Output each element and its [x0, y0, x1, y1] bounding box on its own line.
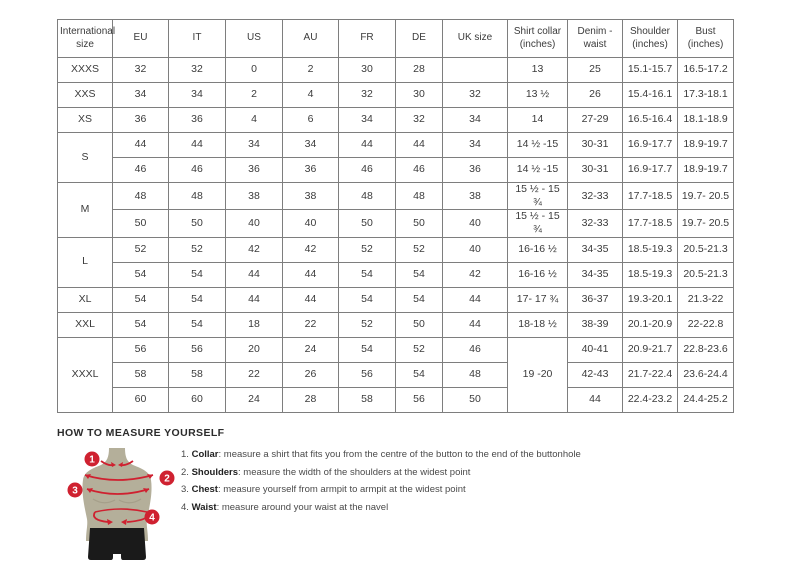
table-cell: 14 ½ -15 — [508, 133, 568, 158]
header-row — [58, 20, 734, 58]
table-cell: 4 — [226, 108, 283, 133]
table-cell: 20.5-21.3 — [678, 262, 734, 287]
badge-2-icon — [160, 471, 175, 486]
instruction-number: 4. — [181, 501, 189, 513]
table-cell: 44 — [169, 133, 226, 158]
instruction-text: : measure a shirt that fits you from the centre of the button to the end of the buttonhole — [218, 449, 581, 460]
table-cell: 56 — [396, 387, 443, 412]
instruction-label: Collar — [191, 449, 219, 460]
table-cell: 38-39 — [568, 312, 623, 337]
table-cell: 30-31 — [568, 133, 623, 158]
instruction-text: : measure around your waist at the navel — [216, 501, 389, 513]
table-cell: 36 — [283, 158, 339, 183]
table-cell: 36 — [169, 108, 226, 133]
table-cell: 34-35 — [568, 237, 623, 262]
table-cell: 54 — [339, 337, 396, 362]
table-cell: 4 — [283, 83, 339, 108]
size-label-cell: L — [58, 237, 113, 287]
table-cell: 54 — [396, 362, 443, 387]
table-cell: 48 — [113, 183, 169, 210]
col-header-international-size: International size — [58, 20, 113, 58]
table-cell: 22-22.8 — [678, 312, 734, 337]
table-cell: 34-35 — [568, 262, 623, 287]
table-row — [58, 337, 734, 362]
instruction-label: Shoulders — [191, 466, 239, 478]
how-to-measure-section — [57, 427, 747, 565]
table-cell: 42-43 — [568, 362, 623, 387]
table-cell: 18.9-19.7 — [678, 158, 734, 183]
size-label-cell: XXXL — [58, 337, 113, 412]
table-cell: 44 — [568, 387, 623, 412]
table-cell: 38 — [226, 183, 283, 210]
table-cell: 44 — [113, 133, 169, 158]
table-cell: 44 — [443, 287, 508, 312]
table-cell: 40 — [443, 210, 508, 237]
table-cell: 38 — [443, 183, 508, 210]
table-cell: 18.9-19.7 — [678, 133, 734, 158]
table-cell: 32 — [339, 83, 396, 108]
table-cell: 52 — [113, 237, 169, 262]
table-cell: 21.3-22 — [678, 287, 734, 312]
badge-4-icon — [145, 510, 160, 525]
size-label-cell: M — [58, 183, 113, 238]
svg-text:1: 1 — [89, 454, 95, 466]
table-row — [58, 387, 734, 412]
svg-text:4: 4 — [149, 512, 155, 524]
table-cell: 40 — [283, 210, 339, 237]
table-cell: 56 — [169, 337, 226, 362]
table-cell: 16.5-17.2 — [678, 58, 734, 83]
table-cell: 50 — [339, 210, 396, 237]
size-label-cell: XXS — [58, 83, 113, 108]
size-label-cell: S — [58, 133, 113, 183]
instruction-chest — [181, 484, 581, 495]
table-cell: 40-41 — [568, 337, 623, 362]
table-cell: 46 — [113, 158, 169, 183]
table-cell: 42 — [283, 237, 339, 262]
table-cell: 20 — [226, 337, 283, 362]
table-cell: 19.7- 20.5 — [678, 210, 734, 237]
table-cell: 19.7- 20.5 — [678, 183, 734, 210]
table-cell: 6 — [283, 108, 339, 133]
table-cell: 40 — [226, 210, 283, 237]
table-cell: 16-16 ½ — [508, 262, 568, 287]
table-cell: 48 — [169, 183, 226, 210]
measure-instructions-list — [181, 447, 581, 519]
table-cell: 50 — [443, 387, 508, 412]
table-row — [58, 58, 734, 83]
table-cell: 30-31 — [568, 158, 623, 183]
table-cell: 24.4-25.2 — [678, 387, 734, 412]
table-cell: 16-16 ½ — [508, 237, 568, 262]
svg-text:2: 2 — [164, 473, 170, 485]
table-cell: 21.7-22.4 — [623, 362, 678, 387]
table-row — [58, 83, 734, 108]
table-cell: 2 — [226, 83, 283, 108]
instruction-waist — [181, 502, 581, 513]
table-cell: 15 ½ - 15 ¾ — [508, 183, 568, 210]
col-header-shoulder: Shoulder (inches) — [623, 20, 678, 58]
table-cell: 44 — [283, 262, 339, 287]
table-cell: 44 — [396, 133, 443, 158]
table-cell: 34 — [283, 133, 339, 158]
table-cell-merged-collar: 19 -20 — [508, 337, 568, 412]
table-cell: 34 — [339, 108, 396, 133]
table-cell: 40 — [443, 237, 508, 262]
size-label-cell: XXL — [58, 312, 113, 337]
table-cell: 52 — [339, 237, 396, 262]
instruction-collar — [181, 449, 581, 460]
table-cell: 34 — [169, 83, 226, 108]
table-cell: 50 — [113, 210, 169, 237]
table-cell: 2 — [283, 58, 339, 83]
size-label-cell: XS — [58, 108, 113, 133]
table-cell: 52 — [396, 337, 443, 362]
table-cell: 16.5-16.4 — [623, 108, 678, 133]
table-cell: 50 — [169, 210, 226, 237]
table-cell: 20.5-21.3 — [678, 237, 734, 262]
table-cell: 25 — [568, 58, 623, 83]
table-cell: 54 — [396, 287, 443, 312]
measurement-figure — [57, 447, 177, 565]
table-row — [58, 210, 734, 237]
table-cell: 44 — [339, 133, 396, 158]
table-cell: 26 — [283, 362, 339, 387]
table-cell: 36 — [113, 108, 169, 133]
instruction-text: : measure yourself from armpit to armpit at the widest point — [217, 484, 466, 495]
table-cell: 54 — [169, 287, 226, 312]
table-cell: 56 — [113, 337, 169, 362]
table-cell: 54 — [339, 262, 396, 287]
table-cell: 58 — [339, 387, 396, 412]
table-cell: 18-18 ½ — [508, 312, 568, 337]
table-cell: 15 ½ - 15 ¾ — [508, 210, 568, 237]
table-cell: 0 — [226, 58, 283, 83]
col-header-eu: EU — [113, 20, 169, 58]
instruction-number: 1. — [181, 449, 189, 460]
table-cell: 20.1-20.9 — [623, 312, 678, 337]
table-cell: 44 — [283, 287, 339, 312]
table-cell: 16.9-17.7 — [623, 158, 678, 183]
table-cell: 18.1-18.9 — [678, 108, 734, 133]
table-cell — [443, 58, 508, 83]
table-cell: 42 — [226, 237, 283, 262]
table-cell: 24 — [226, 387, 283, 412]
table-cell: 14 — [508, 108, 568, 133]
table-cell: 15.4-16.1 — [623, 83, 678, 108]
table-cell: 16.9-17.7 — [623, 133, 678, 158]
table-cell: 22 — [283, 312, 339, 337]
table-cell: 48 — [396, 183, 443, 210]
table-cell: 48 — [339, 183, 396, 210]
table-cell: 36-37 — [568, 287, 623, 312]
table-cell: 38 — [283, 183, 339, 210]
table-cell: 26 — [568, 83, 623, 108]
table-cell: 30 — [396, 83, 443, 108]
table-row — [58, 183, 734, 210]
table-cell: 17.7-18.5 — [623, 210, 678, 237]
size-chart-table — [57, 19, 734, 413]
table-row — [58, 262, 734, 287]
table-cell: 36 — [443, 158, 508, 183]
table-cell: 19.3-20.1 — [623, 287, 678, 312]
table-cell: 22 — [226, 362, 283, 387]
table-cell: 50 — [396, 312, 443, 337]
col-header-it: IT — [169, 20, 226, 58]
instruction-number: 2. — [181, 466, 189, 478]
table-cell: 58 — [113, 362, 169, 387]
table-cell: 52 — [396, 237, 443, 262]
table-cell: 17- 17 ¾ — [508, 287, 568, 312]
table-cell: 54 — [113, 287, 169, 312]
table-row — [58, 287, 734, 312]
table-cell: 22.4-23.2 — [623, 387, 678, 412]
table-cell: 36 — [226, 158, 283, 183]
table-cell: 44 — [226, 262, 283, 287]
table-cell: 13 ½ — [508, 83, 568, 108]
col-header-bust: Bust (inches) — [678, 20, 734, 58]
table-cell: 20.9-21.7 — [623, 337, 678, 362]
table-cell: 24 — [283, 337, 339, 362]
table-cell: 32-33 — [568, 183, 623, 210]
table-cell: 60 — [169, 387, 226, 412]
table-cell: 34 — [443, 133, 508, 158]
table-cell: 34 — [226, 133, 283, 158]
size-label-cell: XL — [58, 287, 113, 312]
table-cell: 46 — [396, 158, 443, 183]
table-cell: 34 — [113, 83, 169, 108]
table-cell: 28 — [396, 58, 443, 83]
table-row — [58, 237, 734, 262]
col-header-de: DE — [396, 20, 443, 58]
col-header-uk-size: UK size — [443, 20, 508, 58]
table-cell: 52 — [339, 312, 396, 337]
table-cell: 15.1-15.7 — [623, 58, 678, 83]
instruction-label: Chest — [191, 484, 218, 495]
instruction-shoulders — [181, 467, 581, 478]
table-cell: 27-29 — [568, 108, 623, 133]
table-cell: 32 — [396, 108, 443, 133]
torso-illustration-icon — [57, 447, 177, 565]
col-header-shirt-collar: Shirt collar (inches) — [508, 20, 568, 58]
table-cell: 32-33 — [568, 210, 623, 237]
table-cell: 60 — [113, 387, 169, 412]
table-cell: 34 — [443, 108, 508, 133]
col-header-denim-waist: Denim - waist — [568, 20, 623, 58]
table-cell: 44 — [443, 312, 508, 337]
table-cell: 48 — [443, 362, 508, 387]
table-cell: 14 ½ -15 — [508, 158, 568, 183]
table-cell: 54 — [113, 312, 169, 337]
table-cell: 46 — [339, 158, 396, 183]
table-cell: 17.3-18.1 — [678, 83, 734, 108]
size-label-cell: XXXS — [58, 58, 113, 83]
table-header — [58, 20, 734, 58]
instruction-label: Waist — [191, 501, 217, 513]
col-header-fr: FR — [339, 20, 396, 58]
table-cell: 17.7-18.5 — [623, 183, 678, 210]
table-cell: 18.5-19.3 — [623, 237, 678, 262]
instruction-text: : measure the width of the shoulders at the widest point — [238, 466, 471, 478]
table-row — [58, 108, 734, 133]
table-cell: 28 — [283, 387, 339, 412]
how-to-measure-title: HOW TO MEASURE YOURSELF — [57, 427, 225, 439]
table-cell: 58 — [169, 362, 226, 387]
instruction-number: 3. — [181, 484, 189, 495]
badge-1-icon — [85, 452, 100, 467]
table-cell: 46 — [443, 337, 508, 362]
table-cell: 54 — [113, 262, 169, 287]
table-cell: 50 — [396, 210, 443, 237]
table-cell: 54 — [339, 287, 396, 312]
table-cell: 52 — [169, 237, 226, 262]
badge-3-icon — [68, 483, 83, 498]
col-header-us: US — [226, 20, 283, 58]
svg-text:3: 3 — [72, 485, 78, 497]
table-cell: 32 — [113, 58, 169, 83]
table-cell: 18.5-19.3 — [623, 262, 678, 287]
table-cell: 22.8-23.6 — [678, 337, 734, 362]
table-cell: 32 — [169, 58, 226, 83]
table-cell: 18 — [226, 312, 283, 337]
table-cell: 54 — [169, 312, 226, 337]
table-cell: 44 — [226, 287, 283, 312]
table-cell: 54 — [169, 262, 226, 287]
table-cell: 54 — [396, 262, 443, 287]
table-cell: 32 — [443, 83, 508, 108]
table-row — [58, 158, 734, 183]
table-cell: 23.6-24.4 — [678, 362, 734, 387]
table-cell: 30 — [339, 58, 396, 83]
table-row — [58, 362, 734, 387]
table-cell: 42 — [443, 262, 508, 287]
table-cell: 46 — [169, 158, 226, 183]
table-row — [58, 133, 734, 158]
table-row — [58, 312, 734, 337]
table-cell: 56 — [339, 362, 396, 387]
col-header-au: AU — [283, 20, 339, 58]
table-cell: 13 — [508, 58, 568, 83]
